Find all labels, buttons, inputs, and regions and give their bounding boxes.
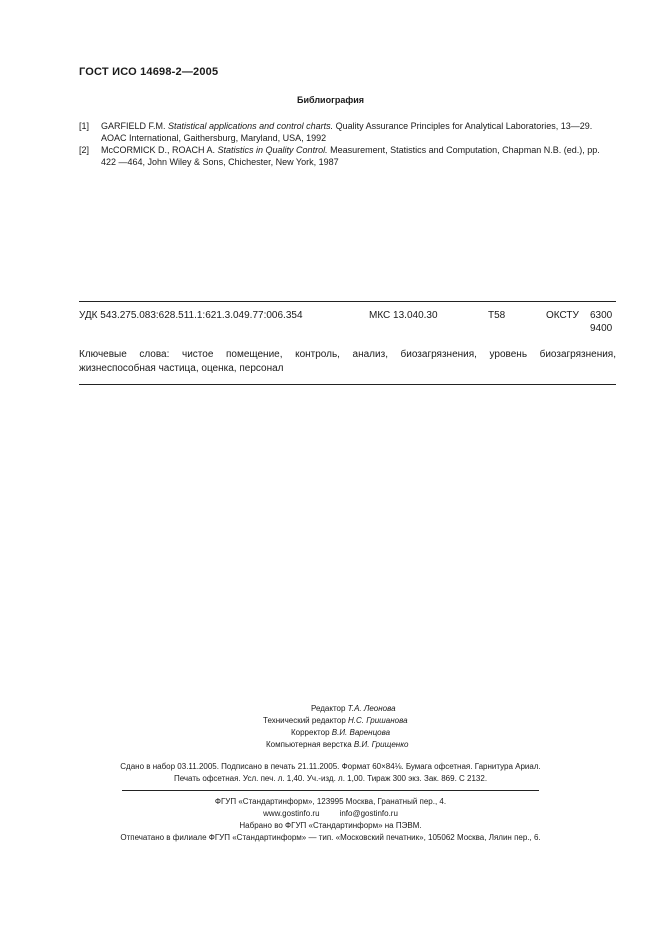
- okstu-code-1: 6300: [590, 310, 613, 321]
- document-header: ГОСТ ИСО 14698-2—2005: [79, 66, 219, 78]
- entry-authors: GARFIELD F.M.: [101, 121, 166, 131]
- okstu-code-2: 9400: [590, 323, 613, 334]
- print-info-line-2: Печать офсетная. Усл. печ. л. 1,40. Уч.-изд. л. 1,00. Тираж 300 экз. Зак. 869. С 2132.: [173, 774, 488, 783]
- t-code: Т58: [488, 310, 506, 321]
- keywords-label: Ключевые слова:: [79, 349, 170, 360]
- publisher-web-line: [0, 808, 661, 821]
- corrector-label: Корректор: [291, 728, 330, 737]
- top-rule: [79, 301, 616, 302]
- entry-authors: McCORMICK D., ROACH A.: [101, 145, 216, 155]
- typeset-line: Набрано во ФГУП «Стандартинформ» на ПЭВМ.: [239, 821, 422, 830]
- tech-editor-line: [263, 715, 408, 728]
- publisher-address: ФГУП «Стандартинформ», 123995 Москва, Гранатный пер., 4.: [214, 797, 447, 806]
- corrector-name: В.И. Варенцова: [331, 728, 391, 737]
- tech-editor-name: Н.С. Гришанова: [348, 716, 408, 725]
- mks-code: МКС 13.040.30: [369, 310, 438, 321]
- entry-details: Quality Assurance Principles for Analytical Laboratories, 13—29. AOAC International, Gaithersburg, Maryland, USA, 1992: [101, 121, 593, 143]
- colophon-rule: [122, 790, 539, 791]
- tech-editor-label: Технический редактор: [263, 716, 346, 725]
- editor-line: [311, 703, 396, 716]
- entry-details: Measurement, Statistics and Computation, Chapman N.B. (ed.), pp. 422 —464, John Wiley & Sons, Chichester, New York, 1987: [101, 145, 600, 167]
- entry-number: [2]: [79, 145, 90, 155]
- okstu-label: ОКСТУ: [546, 310, 579, 321]
- bibliography-entry: [79, 144, 616, 168]
- editor-label: Редактор: [311, 704, 346, 713]
- publisher-email: info@gostinfo.ru: [339, 809, 398, 818]
- keywords-text: чистое помещение, контроль, анализ, биозагрязнения, уровень биозагрязнения, жизнеспособная частица, оценка, персонал: [79, 349, 616, 374]
- keywords: [79, 348, 616, 376]
- entry-number: [1]: [79, 121, 90, 131]
- publisher-website: www.gostinfo.ru: [263, 809, 320, 818]
- udk-code: УДК 543.275.083:628.511.1:621.3.049.77:006.354: [79, 310, 303, 321]
- bibliography-title: Библиография: [297, 95, 364, 105]
- corrector-line: [291, 727, 390, 740]
- print-info-line-1: Сдано в набор 03.11.2005. Подписано в печать 21.11.2005. Формат 60×84⅛. Бумага офсетная. Гарнитура Ариал.: [120, 762, 541, 771]
- printed-line: Отпечатано в филиале ФГУП «Стандартинформ» — тип. «Московский печатник», 105062 Москва, Лялин пер., 6.: [120, 833, 541, 842]
- bottom-rule: [79, 384, 616, 385]
- entry-title: Statistical applications and control charts.: [168, 121, 334, 131]
- bibliography-entry: [79, 120, 616, 144]
- layout-name: В.И. Грищенко: [353, 740, 409, 749]
- layout-label: Компьютерная верстка: [266, 740, 352, 749]
- entry-title: Statistics in Quality Control.: [217, 145, 328, 155]
- layout-line: [266, 739, 408, 752]
- editor-name: Т.А. Леонова: [347, 704, 396, 713]
